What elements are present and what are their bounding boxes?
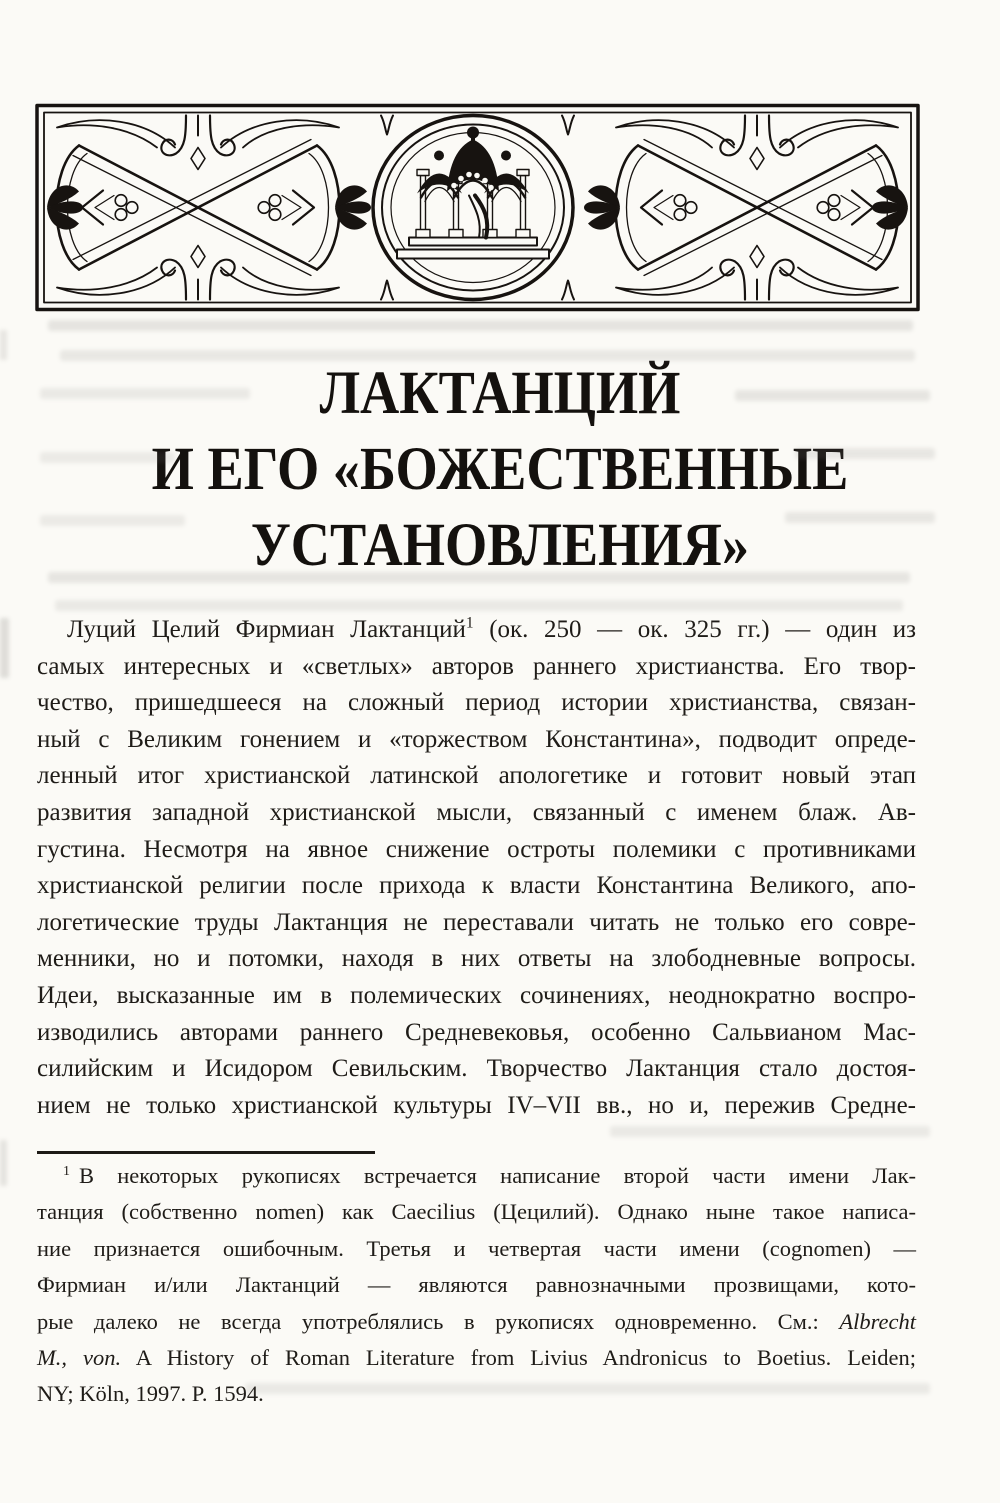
scan-edge-smudge [0,618,9,678]
footnote-text-segment: A History of Roman Literature from Livius Andronicus to Boetius. Leiden; [121,1344,916,1370]
header-ornament [35,103,920,312]
bleedthrough-artifact [610,1126,930,1137]
footnote-text-segment: В некоторых рукописях встречается написание второй части имени Лак- [78,1163,916,1188]
footnote-line: NY; Köln, 1997. P. 1594. [37,1381,264,1407]
chapter-title-line: ЛАКТАНЦИЙ [319,359,681,428]
chapter-title-line: УСТАНОВЛЕНИЯ» [250,511,750,580]
body-line: нием не только христианской культуры IV–VII вв., но и, пережив Средне- [37,1091,916,1119]
footnote-text [37,1158,916,1413]
footnote-line [37,1158,916,1194]
body-text [37,612,916,1124]
body-line: Идеи, высказанные им в полемических сочинениях, неоднократно воспро- [37,981,916,1009]
ornament-engraving-icon [35,103,920,312]
body-line: силийским и Исидором Севильским. Творчество Лактанция стало достоя- [37,1055,916,1083]
footnote-line: танция (собственно nomen) как Caecilius (Цецилий). Однако ныне такое написа- [37,1199,916,1225]
bleedthrough-artifact [48,320,913,331]
footnote-line [37,1304,916,1340]
footnote-citation-author: Albrecht [839,1308,916,1334]
scan-edge-smudge [0,330,7,360]
body-line: самых интересных и «светлых» авторов раннего христианства. Его твор- [37,652,916,680]
body-line: христианской религии после прихода к власти Константина Великого, апо- [37,872,916,900]
body-line: изводились авторами раннего Средневековья, особенно Сальвианом Мас- [37,1018,916,1046]
body-text-segment: Луций Целий Фирмиан Лактанций [67,616,466,643]
body-line: ленный итог христианской латинской апологетике и готовит новый этап [37,762,916,790]
footnote-line: Фирмиан и/или Лактанций — являются равнозначными прозвищами, кото- [37,1272,916,1298]
scan-edge-smudge [0,1140,7,1186]
footnote-line: ние признается ошибочным. Третья и четвертая части имени (cognomen) — [37,1235,916,1261]
body-line: логетические труды Лактанция не переставали читать не только его совре- [37,908,916,936]
body-line [37,612,916,649]
footnote-marker: 1 [63,1163,70,1179]
body-line: ный с Великим гонением и «торжеством Константина», подводит опреде- [37,725,916,753]
body-line: чество, пришедшееся на сложный период истории христианства, связан- [37,689,916,717]
footnote-text-segment: рые далеко не всегда употреблялись в рукописях одновременно. См.: [37,1308,840,1334]
body-text-segment: (ок. 250 — ок. 325 гг.) — один из [473,616,916,643]
chapter-title [15,356,985,584]
footnote-line [37,1340,916,1376]
footnote-rule [37,1151,375,1154]
body-line: менники, но и потомки, находя в них ответы на злободневные вопросы. [37,945,916,973]
footnote-citation-author: M., von. [37,1344,122,1370]
body-line: развития западной христианской мысли, связанный с именем блаж. Ав- [37,798,916,826]
body-line: густина. Несмотря на явное снижение остроты полемики с противниками [37,835,916,863]
bleedthrough-artifact [55,600,903,611]
footnote-reference-marker: 1 [465,614,474,632]
chapter-title-line: И ЕГО «БОЖЕСТВЕННЫЕ [151,435,849,504]
